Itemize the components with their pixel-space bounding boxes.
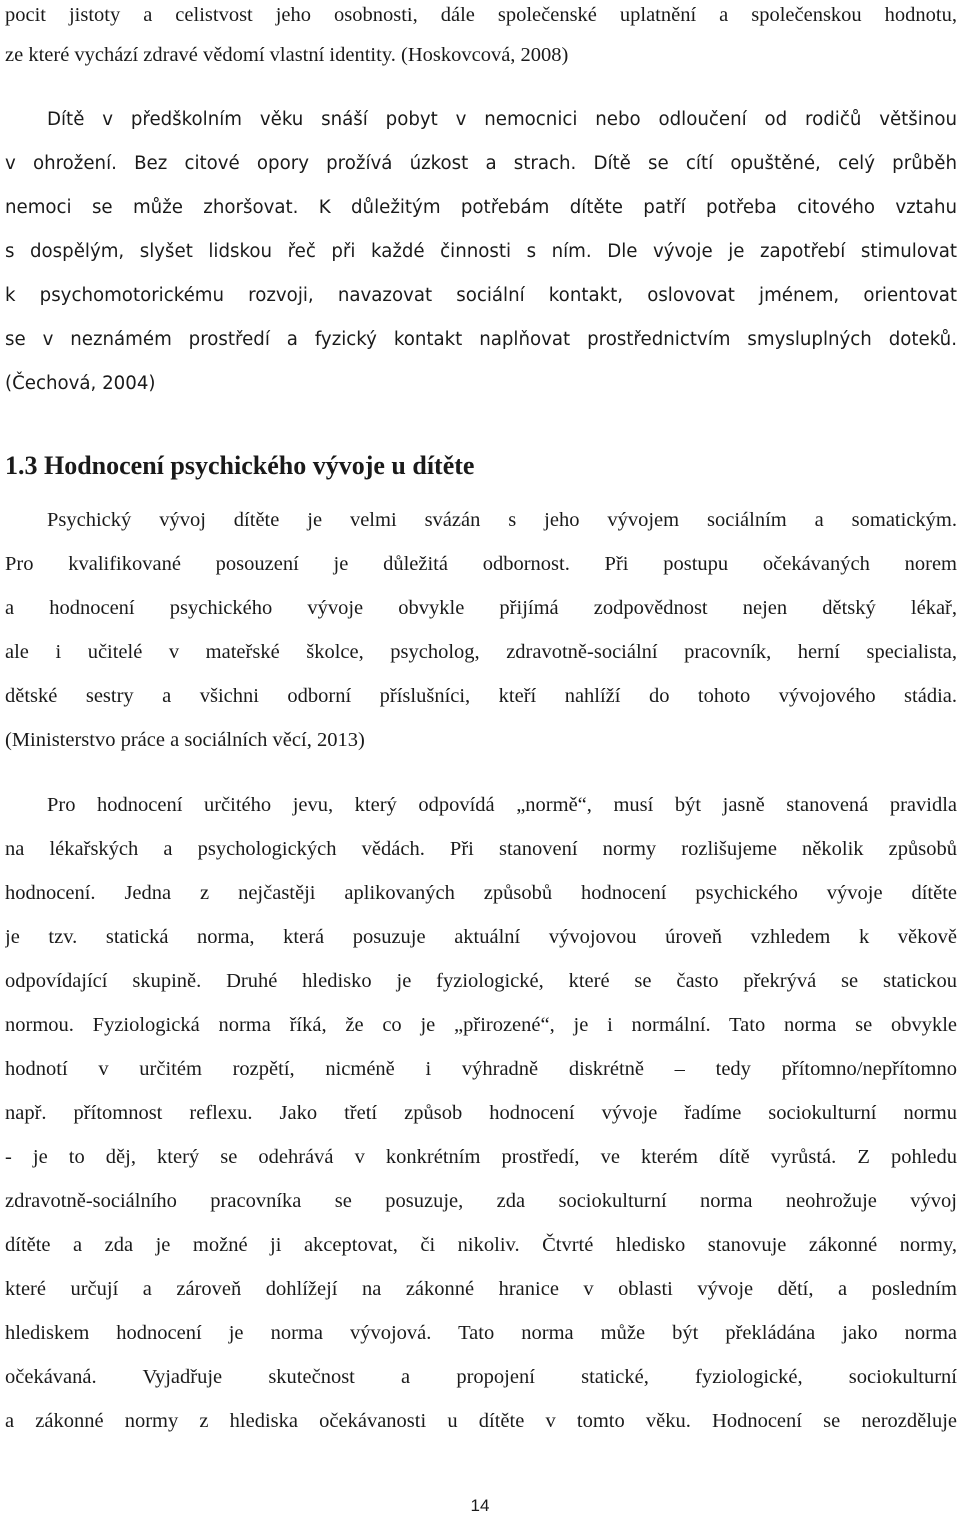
- section-heading: 1.3 Hodnocení psychického vývoje u dítěte: [5, 451, 475, 480]
- text-line: hlediskem hodnocení je norma vývojová. Tato norma může být překládána jako norma: [5, 1322, 957, 1344]
- text-line: - je to děj, který se odehrává v konkrétním prostředí, ve kterém dítě vyrůstá. Z pohledu: [5, 1146, 957, 1168]
- text-line: Pro kvalifikované posouzení je důležitá odbornost. Při postupu očekávaných norem: [5, 553, 957, 575]
- text-line: Pro hodnocení určitého jevu, který odpovídá „normě“, musí být jasně stanovená pravidla: [47, 794, 957, 816]
- text-line: pocit jistoty a celistvost jeho osobnosti, dále společenské uplatnění a společenskou hodnotu,: [5, 4, 957, 26]
- text-line: v ohrožení. Bez citové opory prožívá úzkost a strach. Dítě se cítí opuštěné, celý průběh: [5, 153, 957, 174]
- text-line: se v neznámém prostředí a fyzický kontakt naplňovat prostřednictvím smysluplných doteků.: [5, 329, 957, 350]
- text-line: které určují a zároveň dohlížejí na zákonné hranice v oblasti vývoje dětí, a posledním: [5, 1278, 957, 1300]
- text-line: Dítě v předškolním věku snáší pobyt v nemocnici nebo odloučení od rodičů většinou: [47, 109, 957, 130]
- text-line: hodnocení. Jedna z nejčastěji aplikovaných způsobů hodnocení psychického vývoje dítěte: [5, 882, 957, 904]
- text-line: Psychický vývoj dítěte je velmi svázán s jeho vývojem sociálním a somatickým.: [47, 509, 957, 531]
- text-line: (Ministerstvo práce a sociálních věcí, 2013): [5, 729, 365, 751]
- text-line: na lékařských a psychologických vědách. Při stanovení normy rozlišujeme několik způsobů: [5, 838, 957, 860]
- text-line: dítěte a zda je možné ji akceptovat, či nikoliv. Čtvrté hledisko stanovuje zákonné normy,: [5, 1234, 957, 1256]
- text-line: s dospělým, slyšet lidskou řeč při každé činnosti s ním. Dle vývoje je zapotřebí stimulovat: [5, 241, 957, 262]
- text-line: a zákonné normy z hlediska očekávanosti u dítěte v tomto věku. Hodnocení se nerozděluje: [5, 1410, 957, 1432]
- text-line: normou. Fyziologická norma říká, že co je „přirozené“, je i normální. Tato norma se obvykle: [5, 1014, 957, 1036]
- text-line: a hodnocení psychického vývoje obvykle přijímá zodpovědnost nejen dětský lékař,: [5, 597, 957, 619]
- text-line: očekávaná. Vyjadřuje skutečnost a propojení statické, fyziologické, sociokulturní: [5, 1366, 957, 1388]
- text-line: zdravotně-sociálního pracovníka se posuzuje, zda sociokulturní norma neohrožuje vývoj: [5, 1190, 957, 1212]
- text-line: k psychomotorickému rozvoji, navazovat sociální kontakt, oslovovat jménem, orientovat: [5, 285, 957, 306]
- text-line: dětské sestry a všichni odborní příslušníci, kteří nahlíží do tohoto vývojového stádia.: [5, 685, 957, 707]
- text-line: např. přítomnost reflexu. Jako třetí způsob hodnocení vývoje řadíme sociokulturní normu: [5, 1102, 957, 1124]
- text-line: hodnotí v určitém rozpětí, nicméně i výhradně diskrétně – tedy přítomno/nepřítomno: [5, 1058, 957, 1080]
- page-number: 14: [470, 1496, 490, 1515]
- text-line: nemoci se může zhoršovat. K důležitým potřebám dítěte patří potřeba citového vztahu: [5, 197, 957, 218]
- text-line: je tzv. statická norma, která posuzuje aktuální vývojovou úroveň vzhledem k věkově: [5, 926, 957, 948]
- text-line: odpovídající skupině. Druhé hledisko je fyziologické, které se často překrývá se statickou: [5, 970, 957, 992]
- text-line: ale i učitelé v mateřské školce, psycholog, zdravotně-sociální pracovník, herní specialista,: [5, 641, 957, 663]
- text-line: ze které vychází zdravé vědomí vlastní identity. (Hoskovcová, 2008): [5, 44, 569, 66]
- text-line: (Čechová, 2004): [5, 373, 156, 394]
